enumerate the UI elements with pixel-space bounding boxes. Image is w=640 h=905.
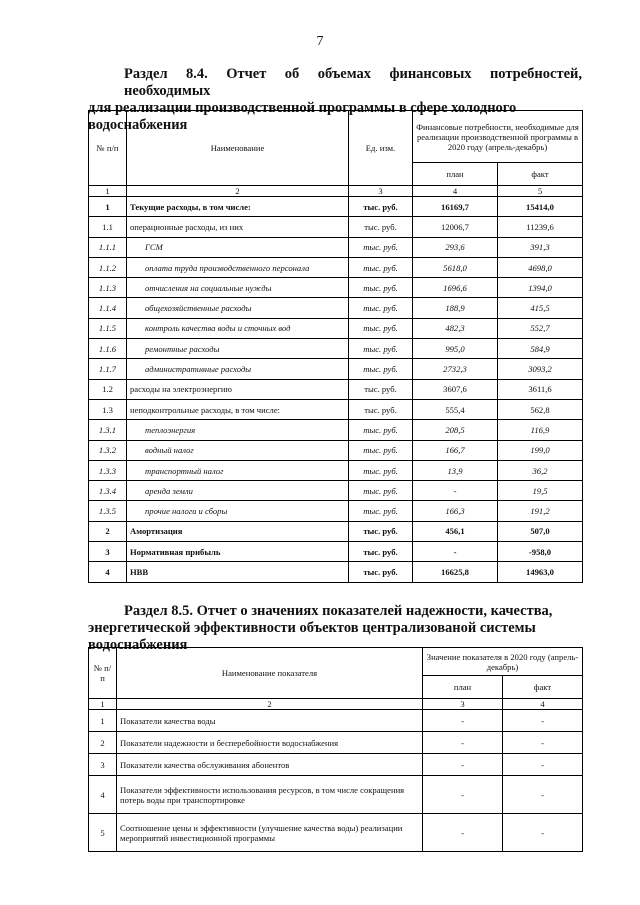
row-num: 1.1.3 (89, 278, 127, 298)
row-num: 1 (89, 197, 127, 217)
row-plan: 3607,6 (413, 379, 498, 399)
header-unit: Ед. изм. (349, 111, 413, 186)
col-number: 4 (503, 699, 583, 710)
row-unit: тыс. руб. (349, 318, 413, 338)
row-name: операционные расходы, из них (127, 217, 349, 237)
row-plan: - (423, 814, 503, 852)
row-unit: тыс. руб. (349, 440, 413, 460)
row-num: 2 (89, 521, 127, 541)
row-plan: - (423, 776, 503, 814)
row-num: 1.1 (89, 217, 127, 237)
row-name: ремонтные расходы (127, 339, 349, 359)
col-number: 2 (117, 699, 423, 710)
row-plan: 188,9 (413, 298, 498, 318)
row-unit: тыс. руб. (349, 257, 413, 277)
col-number: 2 (127, 186, 349, 197)
row-plan: 13,9 (413, 460, 498, 480)
table-row (89, 542, 583, 562)
row-indicator-name: Показатели качества воды (117, 710, 423, 732)
row-fact: 391,3 (498, 237, 583, 257)
row-plan: 293,6 (413, 237, 498, 257)
row-num: 1.2 (89, 379, 127, 399)
row-fact: 4698,0 (498, 257, 583, 277)
table-row (89, 298, 583, 318)
col-number: 1 (89, 699, 117, 710)
row-plan: 482,3 (413, 318, 498, 338)
table-row (89, 440, 583, 460)
row-plan: 166,3 (413, 501, 498, 521)
row-fact: 14963,0 (498, 562, 583, 582)
page-number: 7 (316, 34, 324, 49)
title-line: для реализации производственной программы в сфере холодного (88, 100, 517, 116)
row-num: 1.1.5 (89, 318, 127, 338)
title-line: Раздел 8.5. Отчет о значениях показателей надежности, качества, (124, 603, 553, 619)
row-num: 1.3.4 (89, 481, 127, 501)
row-indicator-name: Показатели эффективности использования ресурсов, в том числе сокращения потерь воды при транспортировке (117, 776, 423, 814)
row-plan: - (423, 754, 503, 776)
row-name: Амортизация (127, 521, 349, 541)
row-name: отчисления на социальные нужды (127, 278, 349, 298)
row-num: 1.1.2 (89, 257, 127, 277)
row-name: аренда земли (127, 481, 349, 501)
row-fact: 19,5 (498, 481, 583, 501)
row-num: 3 (89, 542, 127, 562)
table-row (89, 237, 583, 257)
col-number: 1 (89, 186, 127, 197)
row-plan: 2732,3 (413, 359, 498, 379)
header-plan: план (413, 163, 498, 186)
row-unit: тыс. руб. (349, 217, 413, 237)
row-plan: - (423, 710, 503, 732)
row-name: водный налог (127, 440, 349, 460)
row-name: НВВ (127, 562, 349, 582)
table-row (89, 217, 583, 237)
row-name: оплата труда производственного персонала (127, 257, 349, 277)
title-line: водоснабжения (88, 117, 188, 133)
row-fact: 11239,6 (498, 217, 583, 237)
table-row (89, 776, 583, 814)
header-indicator-name: Наименование показателя (117, 648, 423, 699)
table-row (89, 197, 583, 217)
table-row (89, 460, 583, 480)
row-num: 1.3.5 (89, 501, 127, 521)
table-row (89, 521, 583, 541)
row-name: транспортный налог (127, 460, 349, 480)
row-num: 4 (89, 562, 127, 582)
table-row (89, 339, 583, 359)
row-unit: тыс. руб. (349, 460, 413, 480)
header-num: № п/п (89, 648, 117, 699)
row-unit: тыс. руб. (349, 359, 413, 379)
indicators-rows (89, 710, 583, 852)
row-plan: 555,4 (413, 399, 498, 419)
row-unit: тыс. руб. (349, 379, 413, 399)
title-line: Раздел 8.4. Отчет об объемах финансовых потребностей, необходимых (124, 66, 582, 99)
row-num: 3 (89, 754, 117, 776)
row-plan: 12006,7 (413, 217, 498, 237)
indicators-table (88, 647, 583, 852)
row-fact: - (503, 732, 583, 754)
row-fact: 36,2 (498, 460, 583, 480)
row-plan: 16625,8 (413, 562, 498, 582)
row-num: 1.1.7 (89, 359, 127, 379)
row-unit: тыс. руб. (349, 278, 413, 298)
row-num: 1.1.1 (89, 237, 127, 257)
row-fact: 552,7 (498, 318, 583, 338)
row-num: 1.1.4 (89, 298, 127, 318)
title-line: водоснабжения (88, 637, 188, 653)
financial-needs-rows (89, 197, 583, 583)
row-num: 1.3.2 (89, 440, 127, 460)
row-plan: 995,0 (413, 339, 498, 359)
row-num: 1.3.3 (89, 460, 127, 480)
row-unit: тыс. руб. (349, 420, 413, 440)
col-number: 4 (413, 186, 498, 197)
row-unit: тыс. руб. (349, 197, 413, 217)
row-name: неподконтрольные расходы, в том числе: (127, 399, 349, 419)
row-name: Нормативная прибыль (127, 542, 349, 562)
row-num: 4 (89, 776, 117, 814)
table-row (89, 814, 583, 852)
row-fact: 3093,2 (498, 359, 583, 379)
row-unit: тыс. руб. (349, 562, 413, 582)
financial-needs-table (88, 110, 583, 583)
row-fact: 15414,0 (498, 197, 583, 217)
row-unit: тыс. руб. (349, 501, 413, 521)
row-name: прочие налоги и сборы (127, 501, 349, 521)
row-fact: - (503, 754, 583, 776)
row-plan: 1696,6 (413, 278, 498, 298)
table-row (89, 359, 583, 379)
row-fact: 507,0 (498, 521, 583, 541)
row-plan: 166,7 (413, 440, 498, 460)
col-number: 3 (349, 186, 413, 197)
row-plan: - (413, 542, 498, 562)
table-row (89, 501, 583, 521)
table-row (89, 257, 583, 277)
table-row (89, 754, 583, 776)
table-row (89, 379, 583, 399)
row-unit: тыс. руб. (349, 481, 413, 501)
row-name: теплоэнергия (127, 420, 349, 440)
row-plan: 16169,7 (413, 197, 498, 217)
header-financial-needs: Финансовые потребности, необходимые для реализации производственной программы в 2020 году (апрель-декабрь) (413, 111, 583, 163)
row-unit: тыс. руб. (349, 521, 413, 541)
header-name: Наименование (127, 111, 349, 186)
table-row (89, 562, 583, 582)
table-row (89, 278, 583, 298)
header-fact: факт (503, 676, 583, 699)
row-indicator-name: Соотношение цены и эффективности (улучшение качества воды) реализации мероприятий инвестиционной программы (117, 814, 423, 852)
row-unit: тыс. руб. (349, 237, 413, 257)
table-row (89, 710, 583, 732)
row-num: 1 (89, 710, 117, 732)
row-unit: тыс. руб. (349, 298, 413, 318)
row-fact: -958,0 (498, 542, 583, 562)
row-fact: 562,8 (498, 399, 583, 419)
row-name: ГСМ (127, 237, 349, 257)
row-num: 2 (89, 732, 117, 754)
row-fact: 191,2 (498, 501, 583, 521)
row-fact: - (503, 776, 583, 814)
row-plan: - (423, 732, 503, 754)
title-line: энергетической эффективности объектов централизованой системы (88, 620, 536, 636)
row-fact: 415,5 (498, 298, 583, 318)
row-name: Текущие расходы, в том числе: (127, 197, 349, 217)
row-name: расходы на электроэнергию (127, 379, 349, 399)
row-num: 5 (89, 814, 117, 852)
table-row (89, 420, 583, 440)
row-plan: 456,1 (413, 521, 498, 541)
row-fact: 199,0 (498, 440, 583, 460)
header-indicator-value: Значение показателя в 2020 году (апрель-декабрь) (423, 648, 583, 676)
row-plan: 5618,0 (413, 257, 498, 277)
row-fact: 584,9 (498, 339, 583, 359)
row-num: 1.3 (89, 399, 127, 419)
row-indicator-name: Показатели надежности и бесперебойности водоснабжения (117, 732, 423, 754)
header-plan: план (423, 676, 503, 699)
table-row (89, 399, 583, 419)
col-number: 3 (423, 699, 503, 710)
row-name: контроль качества воды и сточных вод (127, 318, 349, 338)
row-fact: 1394,0 (498, 278, 583, 298)
row-num: 1.3.1 (89, 420, 127, 440)
row-plan: 208,5 (413, 420, 498, 440)
row-unit: тыс. руб. (349, 399, 413, 419)
row-name: общехозяйственные расходы (127, 298, 349, 318)
row-fact: - (503, 814, 583, 852)
row-fact: - (503, 710, 583, 732)
row-plan: - (413, 481, 498, 501)
row-indicator-name: Показатели качества обслуживания абонентов (117, 754, 423, 776)
col-number: 5 (498, 186, 583, 197)
header-fact: факт (498, 163, 583, 186)
table-row (89, 732, 583, 754)
row-unit: тыс. руб. (349, 339, 413, 359)
row-num: 1.1.6 (89, 339, 127, 359)
row-fact: 116,9 (498, 420, 583, 440)
table-row (89, 481, 583, 501)
row-unit: тыс. руб. (349, 542, 413, 562)
table-row (89, 318, 583, 338)
header-num: № п/п (89, 111, 127, 186)
row-fact: 3611,6 (498, 379, 583, 399)
row-name: административные расходы (127, 359, 349, 379)
